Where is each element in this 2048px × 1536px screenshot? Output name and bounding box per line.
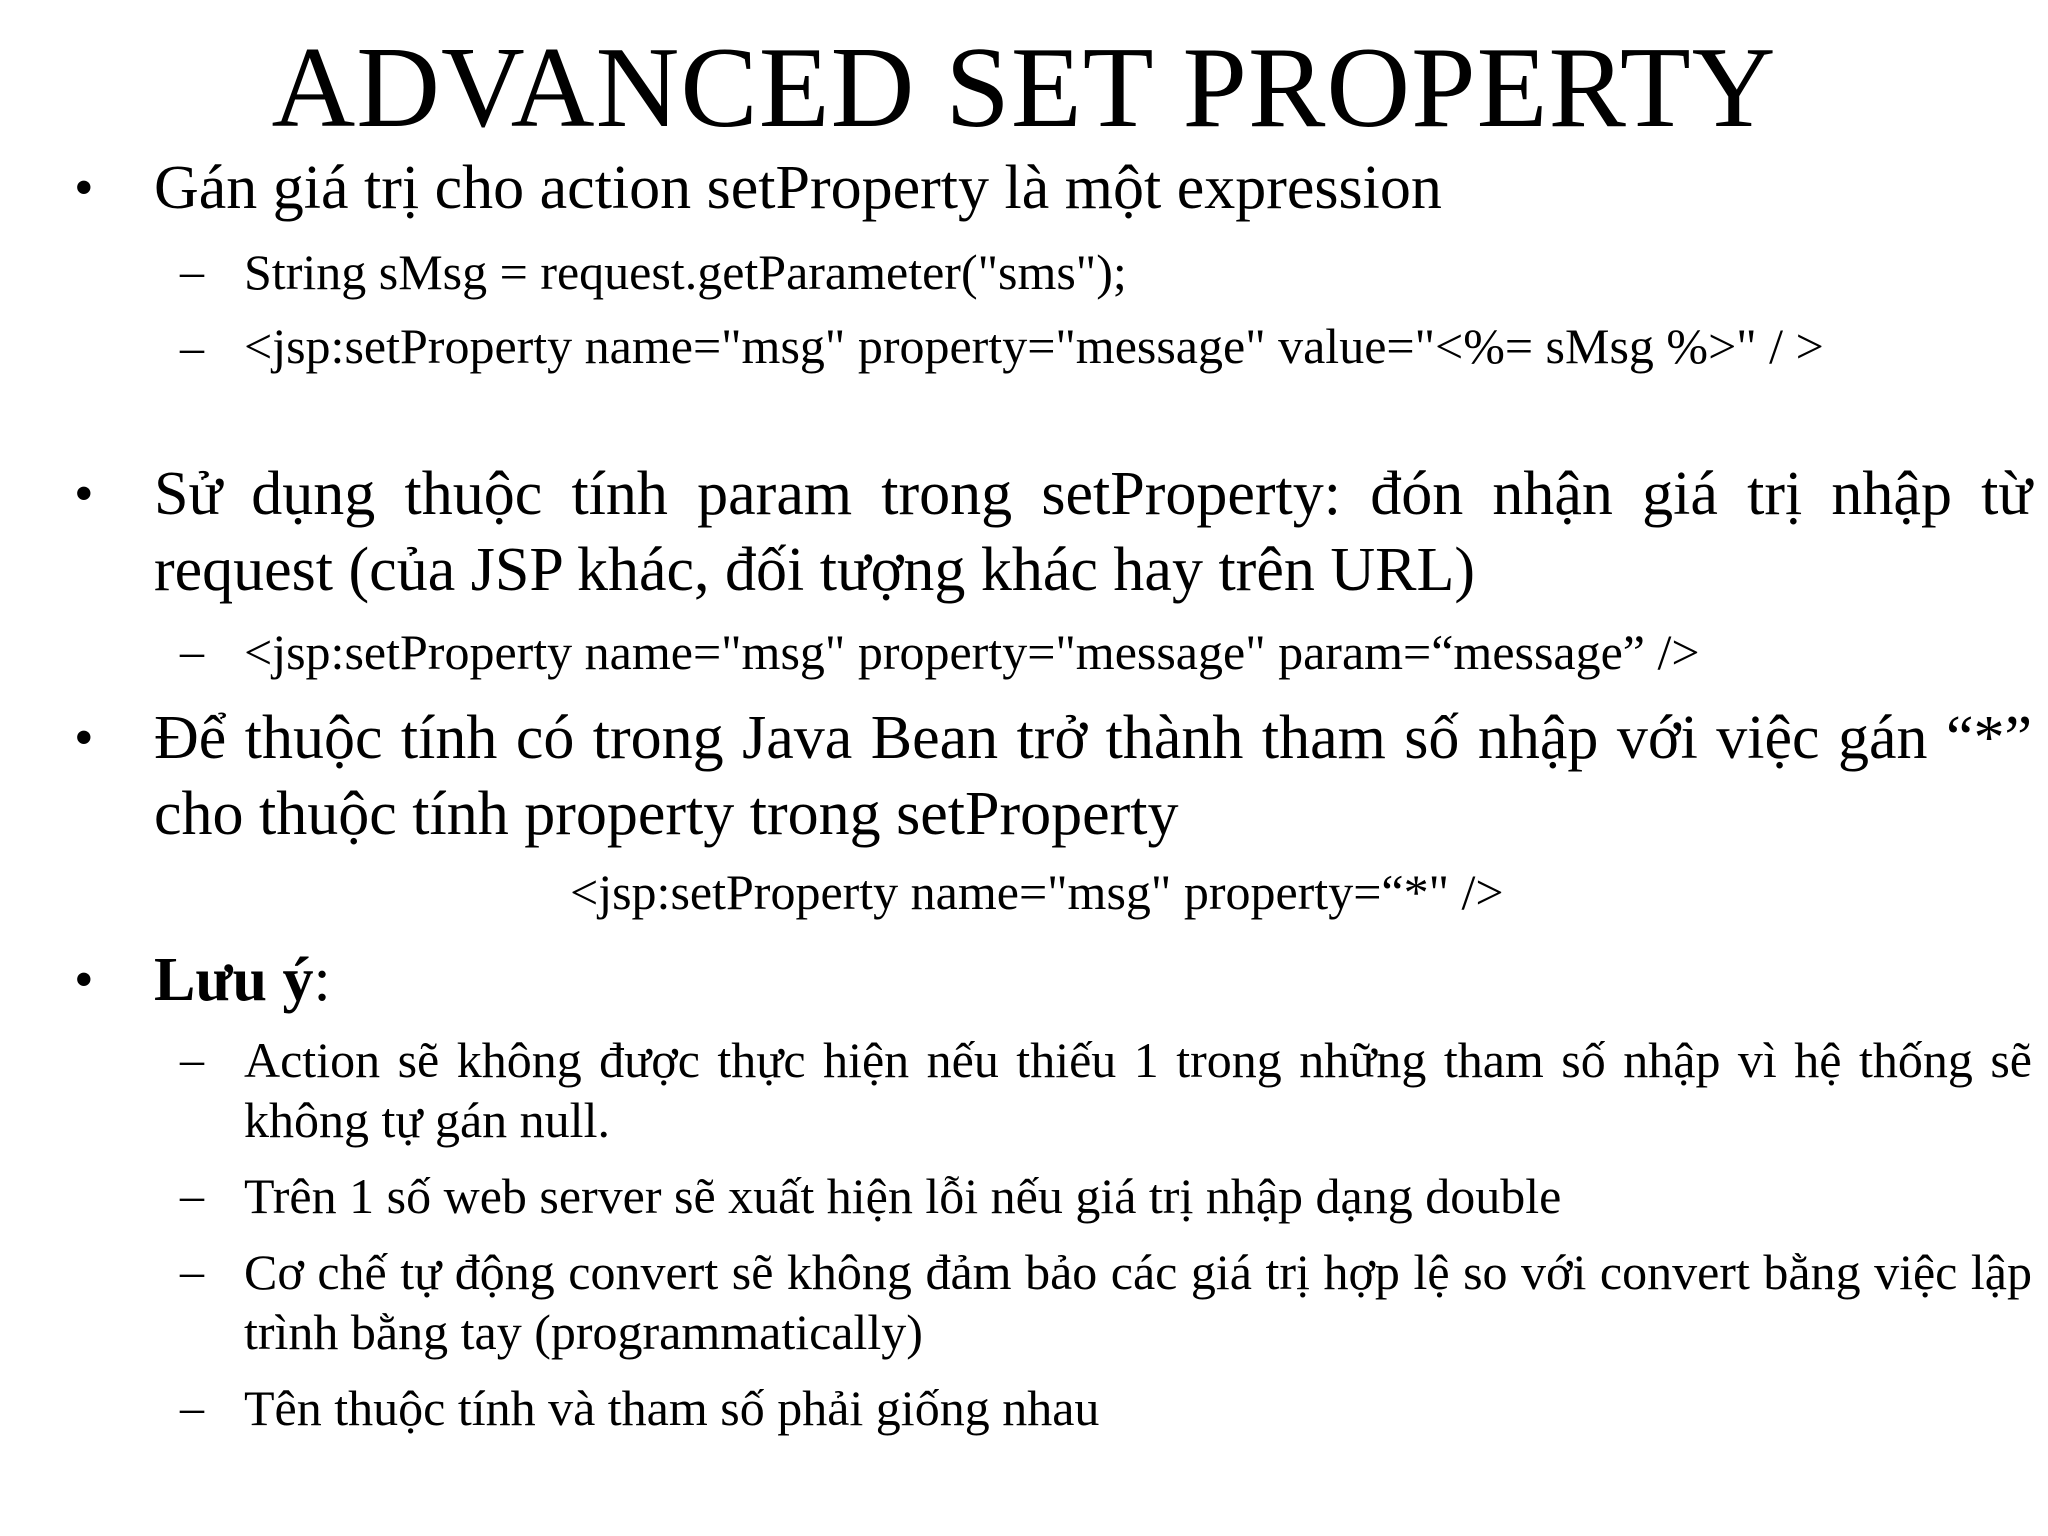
bullet-text: Gán giá trị cho action setProperty là một expression — [154, 154, 1442, 222]
sub-item-text: <jsp:setProperty name="msg" property="message" param=“message” /> — [244, 624, 1700, 680]
sub-item-text: String sMsg = request.getParameter("sms"); — [244, 244, 1127, 300]
bullet-text: Sử dụng thuộc tính param trong setProperty: đón nhận giá trị nhập từ request (của JSP khác, đối tượng khác hay trên URL) — [154, 460, 2032, 604]
code-example: <jsp:setProperty name="msg" property=“*" /> — [570, 864, 1504, 920]
sub-item-text: <jsp:setProperty name="msg" property="message" value="<%= sMsg %>" / > — [244, 318, 1824, 374]
note-suffix: : — [313, 946, 331, 1014]
bullet-marker: • — [74, 463, 94, 525]
dash-marker: – — [180, 625, 204, 678]
dash-marker: – — [180, 1033, 204, 1086]
dash-marker: – — [180, 1169, 204, 1222]
sub-item-text: Trên 1 số web server sẽ xuất hiện lỗi nếu giá trị nhập dạng double — [244, 1168, 1562, 1224]
dash-marker: – — [180, 1245, 204, 1298]
bullet-marker: • — [74, 949, 94, 1011]
bullet-text — [154, 942, 2032, 1018]
bullet-text: Để thuộc tính có trong Java Bean trở thành tham số nhập với việc gán “*” cho thuộc tính property trong setProperty — [154, 704, 2032, 848]
sub-item-text: Action sẽ không được thực hiện nếu thiếu 1 trong những tham số nhập vì hệ thống sẽ không tự gán null. — [244, 1032, 2032, 1148]
sub-item-text: Cơ chế tự động convert sẽ không đảm bảo các giá trị hợp lệ so với convert bằng việc lập trình bằng tay (programmatically) — [244, 1244, 2032, 1360]
dash-marker: – — [180, 1381, 204, 1434]
sub-item-text: Tên thuộc tính và tham số phải giống nhau — [244, 1380, 1100, 1436]
bullet-marker: • — [74, 157, 94, 219]
dash-marker: – — [180, 245, 204, 298]
bullet-marker: • — [74, 707, 94, 769]
dash-marker: – — [180, 321, 204, 374]
slide-title: ADVANCED SET PROPERTY — [271, 24, 1777, 152]
note-label: Lưu ý — [154, 946, 314, 1014]
